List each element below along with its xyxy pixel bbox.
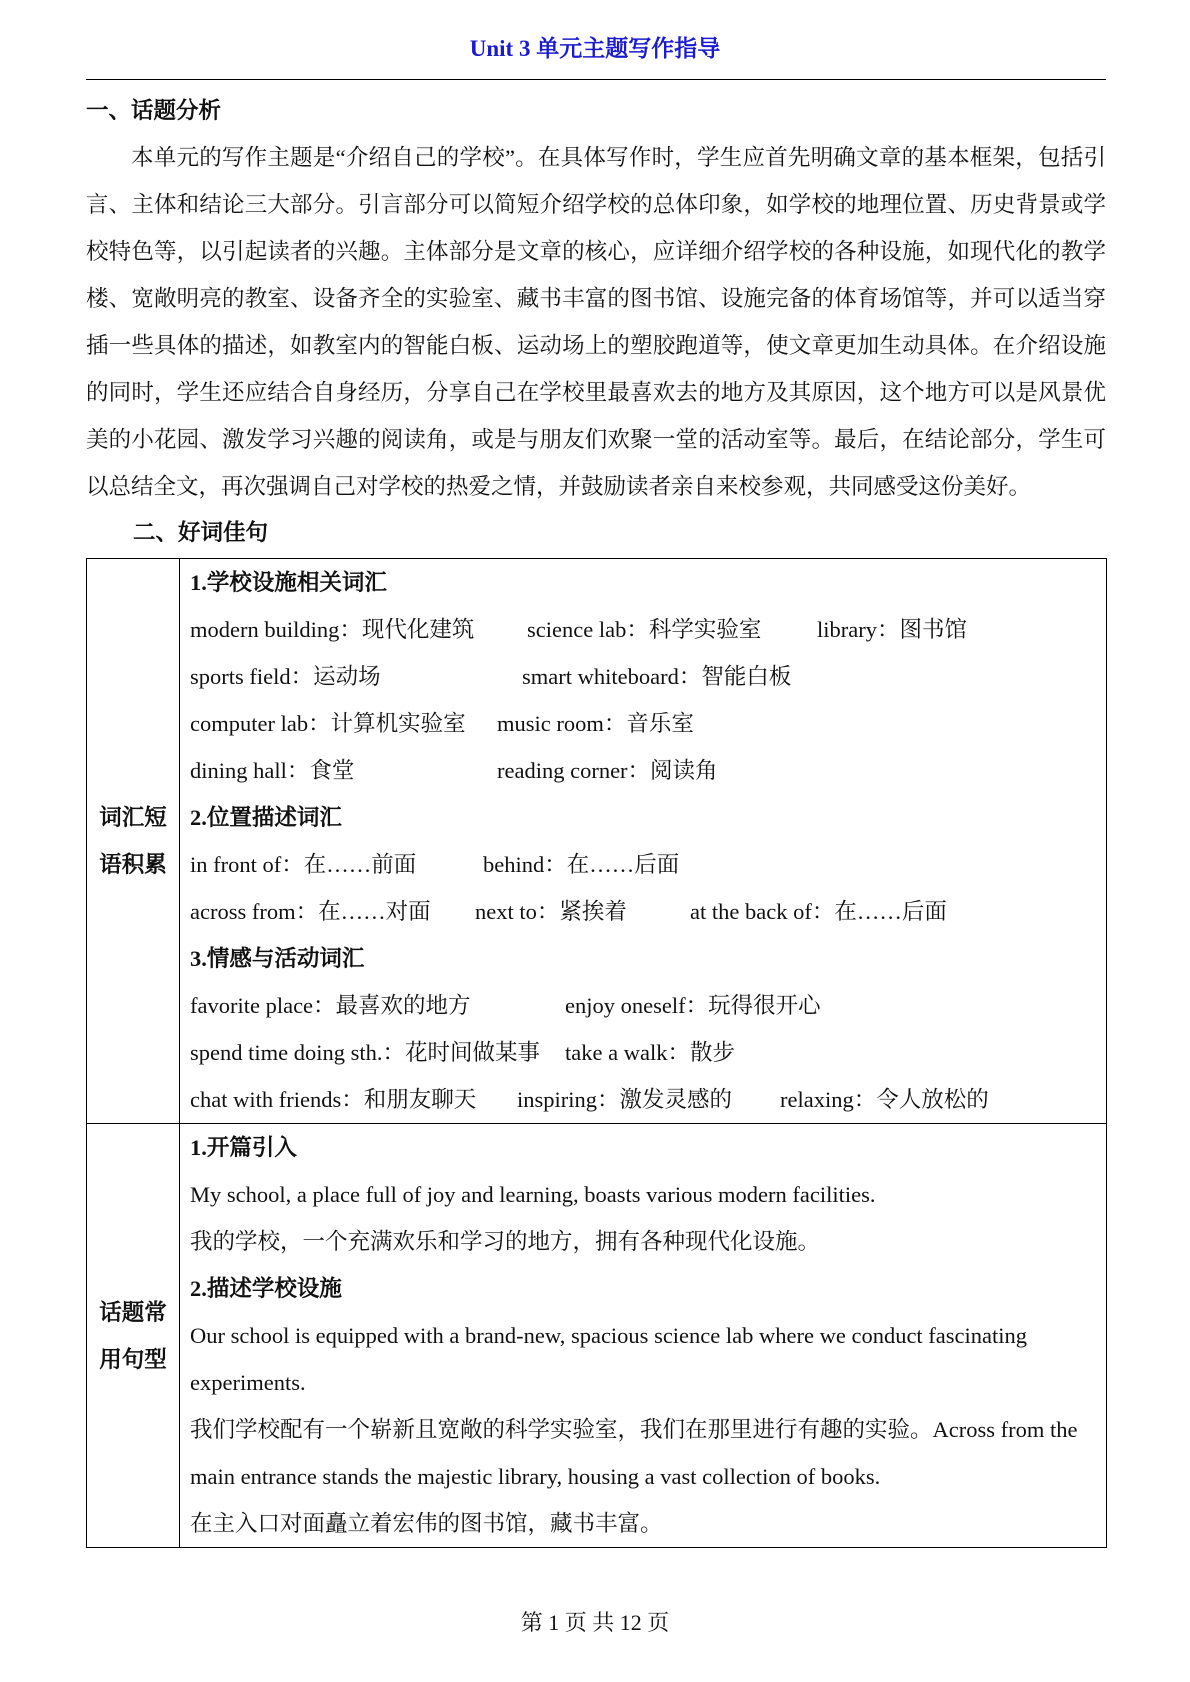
vocab-entry: favorite place：最喜欢的地方 xyxy=(190,993,471,1018)
sentence-group-title: 1.开篇引入 xyxy=(190,1135,297,1160)
vocab-line xyxy=(190,982,1096,1029)
vocab-entry: enjoy oneself：玩得很开心 xyxy=(565,993,821,1018)
vocab-line xyxy=(190,888,1096,935)
vocab-entry: behind：在……后面 xyxy=(483,852,680,877)
vocab-line xyxy=(190,700,1096,747)
vocab-entry: reading corner：阅读角 xyxy=(497,758,718,783)
sentence-line: Our school is equipped with a brand-new, spacious science lab where we conduct fascinating experiments. xyxy=(190,1323,1028,1395)
vocab-entry: modern building：现代化建筑 xyxy=(190,617,475,642)
vocab-cell xyxy=(180,559,1107,1124)
header-divider xyxy=(86,79,1106,80)
vocab-line xyxy=(190,653,1096,700)
vocab-entry: take a walk：散步 xyxy=(565,1040,735,1065)
vocab-entry: library：图书馆 xyxy=(817,617,967,642)
topic-analysis-paragraph: 本单元的写作主题是“介绍自己的学校”。在具体写作时，学生应首先明确文章的基本框架，包括引言、主体和结论三大部分。引言部分可以简短介绍学校的总体印象，如学校的地理位置、历史背景或学校特色等，以引起读者的兴趣。主体部分是文章的核心，应详细介绍学校的各种设施，如现代化的教学楼、宽敞明亮的教室、设备齐全的实验室、藏书丰富的图书馆、设施完备的体育场馆等，并可以适当穿插一些具体的描述，如教室内的智能白板、运动场上的塑胶跑道等，使文章更加生动具体。在介绍设施的同时，学生还应结合自身经历，分享自己在学校里最喜欢去的地方及其原因，这个地方可以是风景优美的小花园、激发学习兴趣的阅读角，或是与朋友们欢聚一堂的活动室等。最后，在结论部分，学生可以总结全文，再次强调自己对学校的热爱之情，并鼓励读者亲自来校参观，共同感受这份美好。 xyxy=(86,145,1106,499)
vocab-entry: across from：在……对面 xyxy=(190,899,431,924)
vocab-entry: chat with friends：和朋友聊天 xyxy=(190,1087,477,1112)
vocab-label: 词汇短语积累 xyxy=(87,559,180,1124)
sentences-label: 话题常用句型 xyxy=(87,1124,180,1548)
vocab-entry: sports field：运动场 xyxy=(190,664,381,689)
vocab-line xyxy=(190,747,1096,794)
vocab-line xyxy=(190,606,1096,653)
sentence-line: My school, a place full of joy and learning, boasts various modern facilities. xyxy=(190,1182,876,1207)
vocab-group-title: 2.位置描述词汇 xyxy=(190,805,342,830)
vocab-entry: inspiring：激发灵感的 xyxy=(517,1087,733,1112)
vocab-line xyxy=(190,1076,1096,1123)
vocab-entry: science lab：科学实验室 xyxy=(527,617,762,642)
vocab-entry: relaxing：令人放松的 xyxy=(780,1087,989,1112)
sentence-group-title: 2.描述学校设施 xyxy=(190,1276,342,1301)
vocab-entry: dining hall：食堂 xyxy=(190,758,355,783)
vocab-entry: computer lab：计算机实验室 xyxy=(190,711,466,736)
sentence-line: 我的学校，一个充满欢乐和学习的地方，拥有各种现代化设施。 xyxy=(190,1229,821,1254)
vocab-group-title: 1.学校设施相关词汇 xyxy=(190,570,387,595)
sentence-line: 在主入口对面矗立着宏伟的图书馆，藏书丰富。 xyxy=(190,1511,663,1536)
vocab-entry: next to：紧挨着 xyxy=(475,899,627,924)
vocab-entry: in front of：在……前面 xyxy=(190,852,417,877)
sentence-line: 我们学校配有一个崭新且宽敞的科学实验室，我们在那里进行有趣的实验。Across from the main entrance stands the majestic library, housing a vast collection of books. xyxy=(190,1417,1078,1489)
vocab-entry: spend time doing sth.：花时间做某事 xyxy=(190,1040,540,1065)
vocab-entry: smart whiteboard：智能白板 xyxy=(522,664,792,689)
section-heading-topic-analysis: 一、话题分析 xyxy=(86,98,222,123)
phrases-table xyxy=(86,558,1107,1548)
content xyxy=(86,88,1106,1548)
sentences-cell xyxy=(180,1124,1107,1548)
vocab-line xyxy=(190,1029,1096,1076)
vocab-row xyxy=(87,559,1107,1124)
vocab-entry: at the back of：在……后面 xyxy=(690,899,947,924)
page-title: Unit 3 单元主题写作指导 xyxy=(469,36,721,61)
vocab-entry: music room：音乐室 xyxy=(497,711,694,736)
vocab-group-title: 3.情感与活动词汇 xyxy=(190,946,365,971)
page-footer: 第 1 页 共 12 页 xyxy=(520,1610,670,1635)
sentences-row xyxy=(87,1124,1107,1548)
vocab-line xyxy=(190,841,1096,888)
section-heading-phrases: 二、好词佳句 xyxy=(133,520,269,545)
